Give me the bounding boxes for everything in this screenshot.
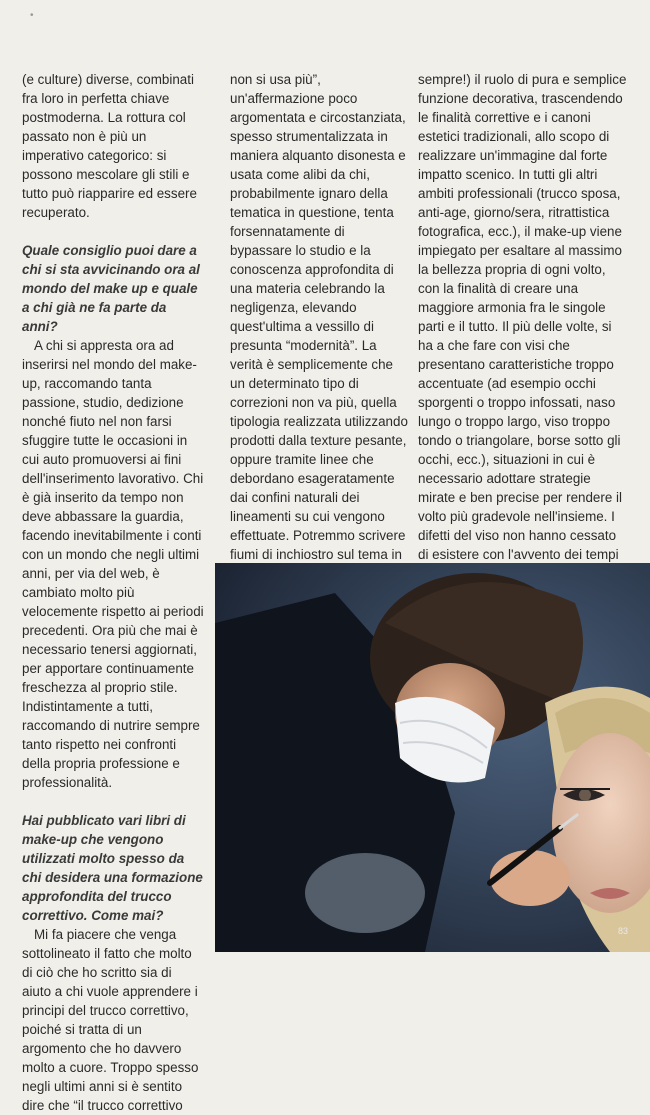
paragraph: A chi si appresta ora ad inserirsi nel mondo del make-up, raccomando tanta passione, studio, dedizione nonché fiuto nel non farsi sfuggire tutte le occasioni in cui auto promuoversi ai fini dell'inserimento lavorativo. Chi è già inserito da tempo non deve abbassare la guardia, facendo inevitabilmente i conti con un mondo che negli ultimi anni, per via del web, è cambiato molto più velocemente rispetto ai periodi precedenti. Ora più che mai è necessario tenersi aggiornati, per apportare continuamente freschezza al proprio stile. Indistintamente a tutti, raccomando di nutrire sempre tanto rispetto nei confronti della propria professione e professionalità. bbox=[22, 338, 204, 790]
column-1 bbox=[22, 70, 204, 1115]
paragraph: Mi fa piacere che venga sottolineato il fatto che molto di ciò che ho scritto sia di aiuto a chi vuole apprendere i principi del trucco correttivo, poiché si tratta di un argomento che ho davvero molto a cuore. Troppo spesso negli ultimi anni si è sentito dire che “il trucco correttivo bbox=[22, 927, 199, 1113]
corner-mark: • bbox=[30, 10, 34, 21]
column-3 bbox=[418, 70, 630, 583]
question-1: Quale consiglio puoi dare a chi si sta avvicinando ora al mondo del make up e quale a chi già ne fa parte da anni? bbox=[22, 243, 200, 334]
makeup-artist-photo bbox=[215, 563, 650, 952]
paragraph: sempre!) il ruolo di pura e semplice funzione decorativa, trascendendo le finalità correttive e i canoni estetici tradizionali, allo scopo di realizzare un'immagine dal forte impatto scenico. In tutti gli altri ambiti professionali (trucco sposa, anti-age, giorno/sera, ritrattistica fotografica, ecc.), il make-up viene impiegato per esaltare al massimo la bellezza propria di ogni volto, con la finalità di creare una maggiore armonia fra le singole parti e il tutto. Il più delle volte, si ha a che fare con visi che presentano caratteristiche troppo accentuate (ad esempio occhi sporgenti o troppo infossati, naso lungo o troppo largo, viso troppo tondo o triangolare, borse sotto gli occhi, ecc.), situazioni in cui è necessario adottare strategie mirate e ben precise per rendere il volto più gradevole nell'insieme. I difetti del viso non hanno cessato di esistere con l'avvento dei tempi bbox=[418, 72, 627, 562]
paragraph: (e culture) diverse, combinati fra loro in perfetta chiave postmoderna. La rottura col passato non è più un imperativo categorico: si possono mescolare gli stili e tutto può riapparire ed essere recuperato. bbox=[22, 72, 197, 220]
page-number: 83 bbox=[617, 926, 628, 936]
paragraph: non si usa più”, un'affermazione poco argomentata e circostanziata, spesso strumentalizzata in maniera alquanto disonesta e usata come alibi da chi, probabilmente ignaro della tematica in questione, tenta forsennatamente di bypassare lo studio e la conoscenza approfondita di una materia celebrando la negligenza, elevando quest'ultima a vessillo di presunta “modernità”. La verità è semplicemente che un determinato tipo di correzioni non va più, quella tipologia realizzata utilizzando prodotti dalla texture pesante, oppure tramite linee che debordano esageratamente dai confini naturali dei lineamenti su cui vengono effettuate. Potremmo scrivere fiumi di inchiostro sul tema in bbox=[230, 72, 408, 562]
question-2: Hai pubblicato vari libri di make-up che vengono utilizzati molto spesso da chi desidera una formazione approfondita del trucco correttivo. Come mai? bbox=[22, 813, 203, 923]
